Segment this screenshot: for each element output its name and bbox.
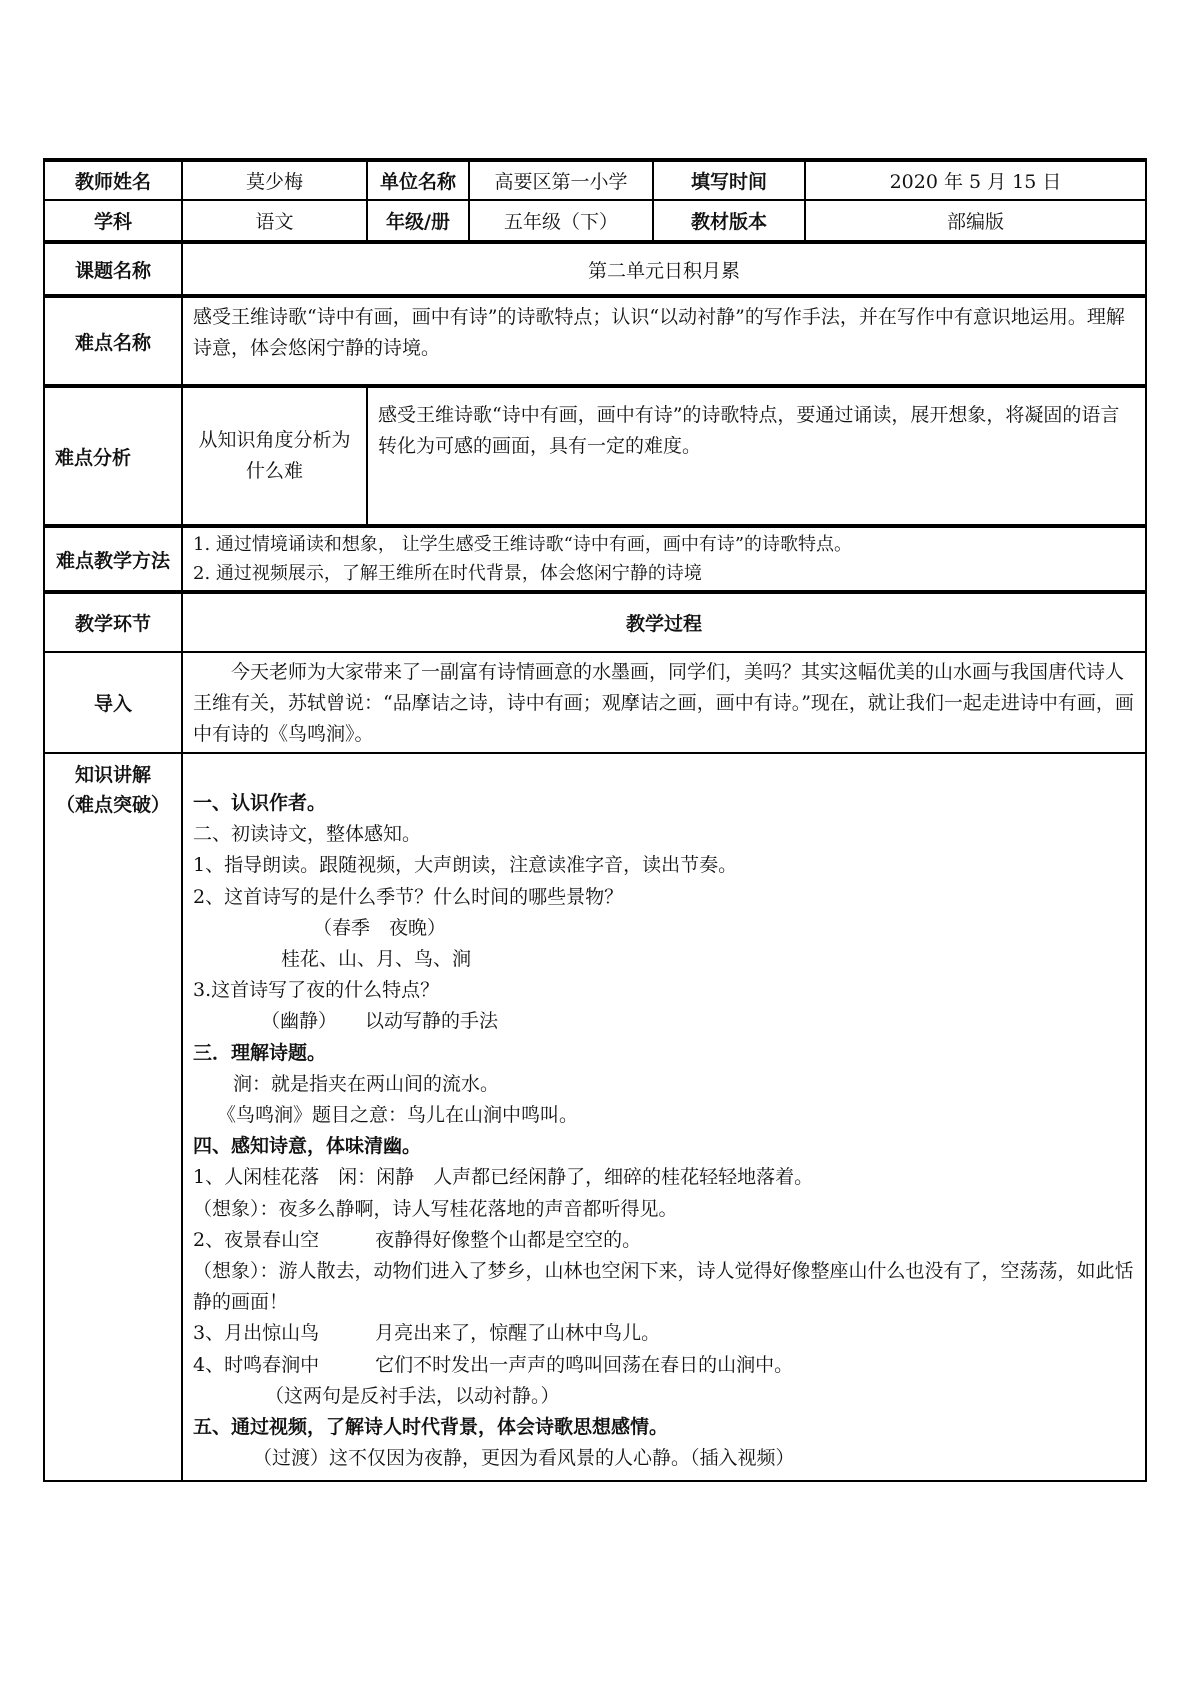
lecture-line-part: 夜静得好像整个山都是空空的。 xyxy=(375,1228,642,1251)
unit-name-value: 高要区第一小学 xyxy=(469,160,653,200)
lecture-label-line1: 知识讲解 xyxy=(74,764,151,786)
intro-label: 导入 xyxy=(44,652,182,753)
process-header-row xyxy=(44,592,1146,652)
topic-label: 课题名称 xyxy=(44,242,182,296)
analysis-row xyxy=(44,386,1146,526)
lecture-line: 2、这首诗写的是什么季节？什么时间的哪些景物？ xyxy=(193,885,624,908)
section-heading-meaning: 四、感知诗意，体味清幽。 xyxy=(193,1135,422,1158)
lecture-line: （过渡）这不仅因为夜静，更因为看风景的人心静。（插入视频） xyxy=(253,1447,795,1470)
section-heading-title: 三．理解诗题。 xyxy=(193,1041,327,1064)
grade-label: 年级/册 xyxy=(367,200,469,242)
section-heading-author: 一、认识作者。 xyxy=(193,792,327,814)
difficulty-row xyxy=(44,296,1146,386)
intro-row xyxy=(44,652,1146,753)
lecture-row xyxy=(44,753,1146,1481)
lecture-label xyxy=(44,753,182,1481)
method-list xyxy=(182,526,1146,592)
lecture-label-line2: （难点突破） xyxy=(55,794,170,816)
lecture-line: （想象）：游人散去，动物们进入了梦乡，山林也空闲下来，诗人觉得好像整座山什么也没有了，空荡荡，如此恬静的画面！ xyxy=(193,1260,1134,1314)
lecture-line: 桂花、山、月、鸟、涧 xyxy=(281,948,472,971)
method-label: 难点教学方法 xyxy=(44,526,182,592)
grade-value: 五年级（下） xyxy=(469,200,653,242)
lecture-line: 涧：就是指夹在两山间的流水。 xyxy=(233,1072,500,1095)
fill-date-value: 2020 年 5 月 15 日 xyxy=(805,160,1146,200)
lecture-line-part: 2、夜景春山空 xyxy=(193,1228,320,1251)
method-row xyxy=(44,526,1146,592)
analysis-text: 感受王维诗歌“诗中有画，画中有诗”的诗歌特点，要通过诵读，展开想象，将凝固的语言转化为可感的画面，具有一定的难度。 xyxy=(367,386,1146,526)
teaching-stage-label: 教学环节 xyxy=(44,592,182,652)
lecture-line: 3.这首诗写了夜的什么特点？ xyxy=(193,979,440,1002)
subject-value: 语文 xyxy=(182,200,367,242)
topic-value: 第二单元日积月累 xyxy=(182,242,1146,296)
method-item: 1. 通过情境诵读和想象， 让学生感受王维诗歌“诗中有画，画中有诗”的诗歌特点。 xyxy=(193,534,853,555)
lecture-line-part: 4、时鸣春涧中 xyxy=(193,1353,320,1376)
teacher-name-label: 教师姓名 xyxy=(44,160,182,200)
unit-name-label: 单位名称 xyxy=(367,160,469,200)
lecture-line xyxy=(193,1350,1135,1381)
teaching-process-label: 教学过程 xyxy=(182,592,1146,652)
lecture-line-part: 3、月出惊山鸟 xyxy=(193,1322,320,1345)
lecture-line: （想象）：夜多么静啊，诗人写桂花落地的声音都听得见。 xyxy=(193,1197,678,1220)
lecture-line xyxy=(193,1318,1135,1349)
topic-row xyxy=(44,242,1146,296)
lecture-line: 1、人闲桂花落 闲：闲静 人声都已经闲静了，细碎的桂花轻轻地落着。 xyxy=(193,1166,814,1189)
lecture-line-part: 以动写静的手法 xyxy=(365,1010,499,1033)
lecture-line-part: 它们不时发出一声声的鸣叫回荡在春日的山涧中。 xyxy=(375,1353,794,1376)
section-heading-video: 五、通过视频，了解诗人时代背景，体会诗歌思想感情。 xyxy=(193,1416,669,1439)
lesson-plan-table xyxy=(43,158,1147,1482)
header-row-2 xyxy=(44,200,1146,242)
difficulty-label: 难点名称 xyxy=(44,296,182,386)
section-heading-reading: 二、初读诗文，整体感知。 xyxy=(193,823,422,846)
teacher-name-value: 莫少梅 xyxy=(182,160,367,200)
fill-date-label: 填写时间 xyxy=(653,160,805,200)
edition-label: 教材版本 xyxy=(653,200,805,242)
lesson-plan-sheet xyxy=(43,158,1145,1482)
method-item: 2. 通过视频展示，了解王维所在时代背景，体会悠闲宁静的诗境 xyxy=(193,563,702,584)
analysis-sub-label: 从知识角度分析为什么难 xyxy=(182,386,367,526)
lecture-line: 《鸟鸣涧》题目之意：鸟儿在山涧中鸣叫。 xyxy=(217,1104,579,1127)
lecture-line: 1、指导朗读。跟随视频，大声朗读，注意读准字音，读出节奏。 xyxy=(193,854,738,877)
lecture-line: （这两句是反衬手法，以动衬静。） xyxy=(265,1384,560,1407)
lecture-line xyxy=(193,1225,1135,1256)
lecture-line: （春季 夜晚） xyxy=(313,916,447,939)
lecture-line xyxy=(193,1006,1135,1037)
difficulty-text: 感受王维诗歌“诗中有画，画中有诗”的诗歌特点；认识“以动衬静”的写作手法，并在写作中有意识地运用。理解诗意，体会悠闲宁静的诗境。 xyxy=(182,296,1146,386)
lecture-line-part: （幽静） xyxy=(261,1010,338,1033)
edition-value: 部编版 xyxy=(805,200,1146,242)
header-row-1 xyxy=(44,160,1146,200)
intro-text: 今天老师为大家带来了一副富有诗情画意的水墨画，同学们，美吗？其实这幅优美的山水画与我国唐代诗人王维有关，苏轼曾说：“品摩诘之诗，诗中有画；观摩诘之画，画中有诗。”现在，就让我们一起走进诗中有画，画中有诗的《鸟鸣涧》。 xyxy=(182,652,1146,753)
analysis-label: 难点分析 xyxy=(44,386,182,526)
lecture-line-part: 月亮出来了，惊醒了山林中鸟儿。 xyxy=(375,1322,661,1345)
subject-label: 学科 xyxy=(44,200,182,242)
lecture-content xyxy=(182,753,1146,1481)
